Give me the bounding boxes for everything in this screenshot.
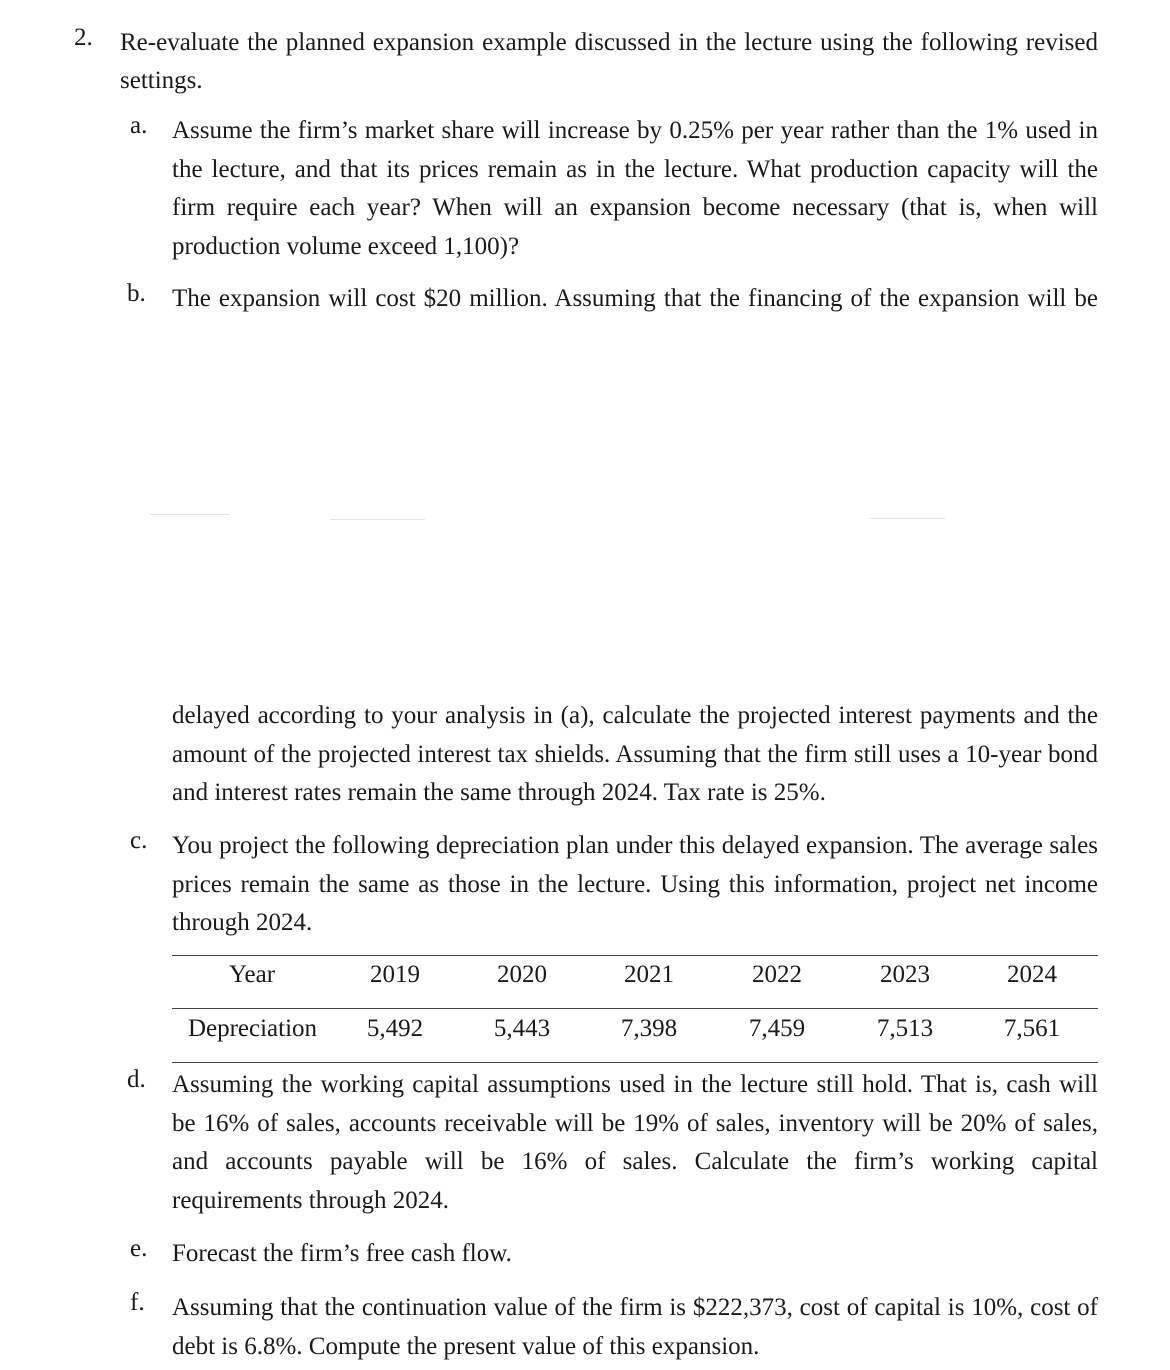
depreciation-2022: 7,459	[748, 1015, 806, 1042]
part-e-text: Forecast the firm’s free cash flow.	[172, 1240, 512, 1267]
depreciation-2023: 7,513	[876, 1015, 934, 1042]
part-d-text: Assuming the working capital assumptions used in the lecture still hold. That is, cash will be 16% of sales, accounts receivable will be 19% of sales, inventory will be 20% of sales, and accounts payable will be 16% of sales. Calculate the firm’s working capital requirements through 2024.	[172, 1071, 1098, 1214]
header-year: Year	[228, 961, 276, 988]
depreciation-2020: 5,443	[493, 1015, 551, 1042]
question-number: 2.	[74, 24, 93, 51]
part-c-text: You project the following depreciation plan under this delayed expansion. The average sales prices remain the same as those in the lecture. Using this information, project net income through 2024.	[172, 832, 1098, 936]
part-d-label: d.	[127, 1066, 146, 1093]
table-row	[0, 1015, 1170, 1055]
depreciation-2024: 7,561	[1003, 1015, 1061, 1042]
part-f-label: f.	[130, 1289, 145, 1316]
header-2021: 2021	[624, 961, 674, 988]
part-a-text: Assume the firm’s market share will increase by 0.25% per year rather than the 1% used in the lecture, and that its prices remain as in the lecture. What production capacity will the firm require each year? When will an expansion become necessary (that is, when will production volume exceed 1,100)?	[172, 117, 1098, 260]
row-label-depreciation: Depreciation	[187, 1015, 318, 1042]
part-b-text-top: The expansion will cost $20 million. Assuming that the financing of the expansion will be	[172, 285, 1098, 312]
scan-mark	[330, 519, 425, 520]
part-a-label: a.	[130, 112, 148, 139]
header-2024: 2024	[1007, 961, 1057, 988]
part-f-text: Assuming that the continuation value of the firm is $222,373, cost of capital is 10%, cost of debt is 6.8%. Compute the present value of this expansion.	[172, 1294, 1098, 1360]
table-bottom-rule	[172, 1062, 1098, 1063]
table-header-row	[0, 961, 1170, 1001]
table-top-rule	[172, 955, 1098, 956]
question-intro: Re-evaluate the planned expansion example discussed in the lecture using the following revised settings.	[120, 29, 1098, 94]
header-2023: 2023	[880, 961, 930, 988]
part-b-label: b.	[127, 280, 146, 307]
scan-mark	[870, 518, 945, 519]
part-c-label: c.	[130, 827, 148, 854]
part-b-text-bottom: delayed according to your analysis in (a), calculate the projected interest payments and the amount of the projected interest tax shields. Assuming that the firm still uses a 10-year bond and interest rates remain the same through 2024. Tax rate is 25%.	[172, 702, 1098, 806]
header-2020: 2020	[497, 961, 547, 988]
table-mid-rule	[172, 1008, 1098, 1009]
depreciation-2021: 7,398	[620, 1015, 678, 1042]
header-2019: 2019	[370, 961, 420, 988]
scan-mark	[150, 514, 230, 515]
part-e-label: e.	[130, 1235, 148, 1262]
header-2022: 2022	[752, 961, 802, 988]
depreciation-2019: 5,492	[366, 1015, 424, 1042]
